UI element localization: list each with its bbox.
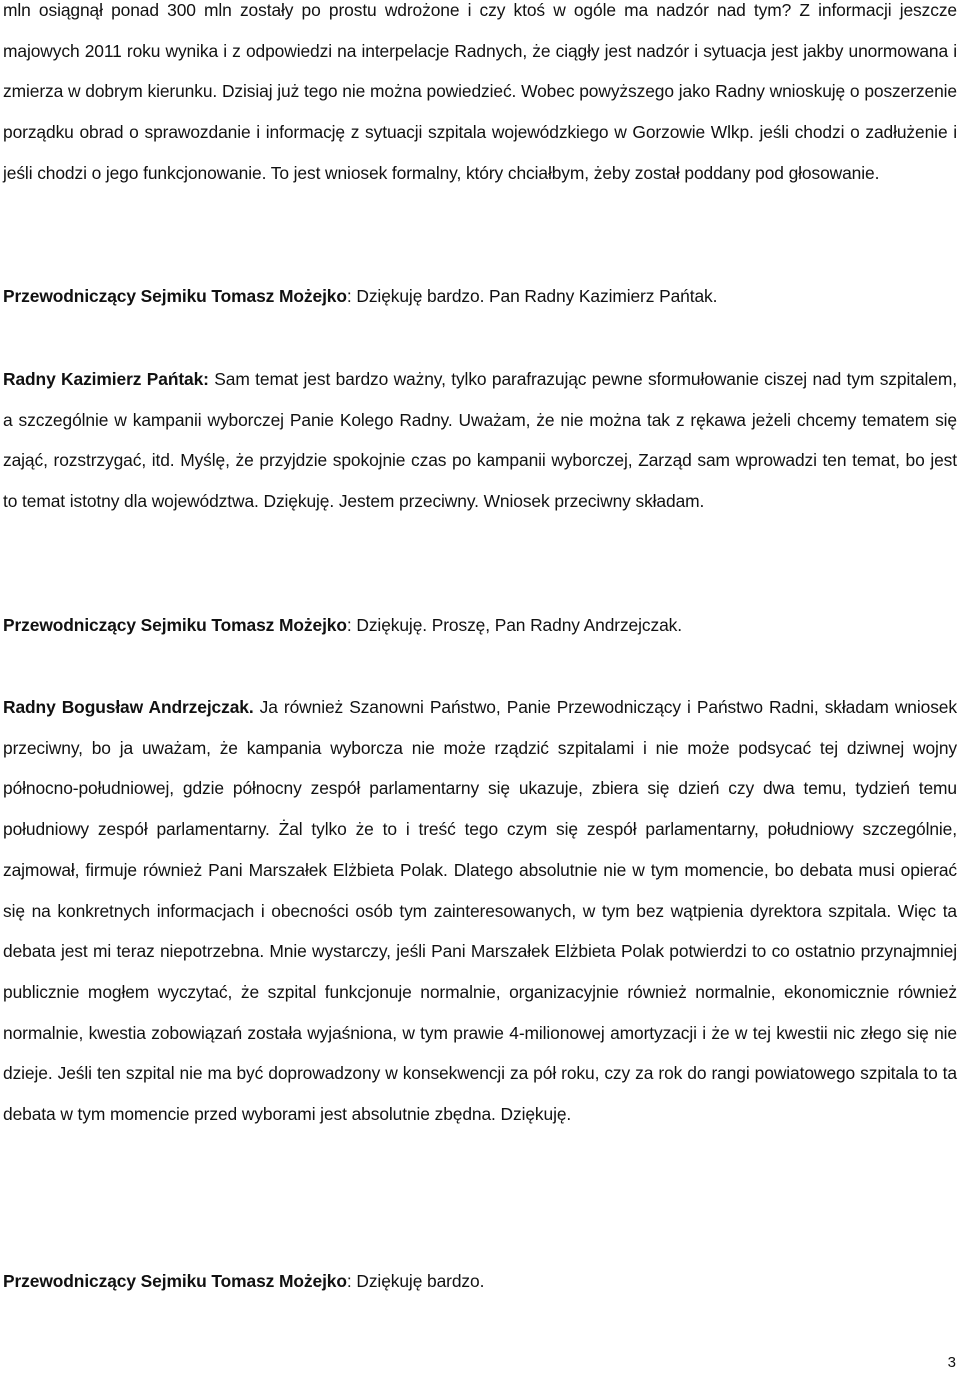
paragraph-text: mln osiągnął ponad 300 mln zostały po prostu wdrożone i czy ktoś w ogóle ma nadzór nad tym? Z informacji jeszcze majowych 2011 roku wynika i z odpowiedzi na interpelacje Radnych, że ciągły jest nadzór i sytuacja jest jakby unormowana i zmierza w dobrym kierunku. Dzisiaj już tego nie można powiedzieć. Wobec powyższego jako Radny wnioskuję o poszerzenie porządku obrad o sprawozdanie i informację z sytuacji szpitala wojewódzkiego w Gorzowie Wlkp. jeśli chodzi o zadłużenie i jeśli chodzi o jego funkcjonowanie. To jest wniosek formalny, który chciałbym, żeby został poddany pod głosowanie. xyxy=(3,0,957,183)
paragraph-chairman-2 xyxy=(3,605,957,646)
page-number: 3 xyxy=(947,1354,956,1371)
speaker-name: Przewodniczący Sejmiku Tomasz Możejko xyxy=(3,1271,347,1291)
paragraph-text: : Dziękuję. Proszę, Pan Radny Andrzejczak. xyxy=(346,615,682,635)
paragraph-continuation xyxy=(3,0,957,194)
speaker-name: Przewodniczący Sejmiku Tomasz Możejko xyxy=(3,615,347,635)
paragraph-pantak xyxy=(3,359,957,522)
paragraph-text: Sam temat jest bardzo ważny, tylko parafrazując pewne sformułowanie ciszej nad tym szpitalem, a szczególnie w kampanii wyborczej Panie Kolego Radny. Uważam, że nie można tak z rękawa jeżeli chcemy tematem się zająć, rozstrzygać, itd. Myślę, że przyjdzie spokojnie czas po kampanii wyborczej, Zarząd sam wprowadzi ten temat, bo jest to temat istotny dla województwa. Dziękuję. Jestem przeciwny. Wniosek przeciwny składam. xyxy=(3,369,957,512)
paragraph-chairman-3 xyxy=(3,1261,957,1302)
speaker-name: Radny Bogusław Andrzejczak. xyxy=(3,697,254,717)
paragraph-text: Ja również Szanowni Państwo, Panie Przewodniczący i Państwo Radni, składam wniosek przeciwny, bo ja uważam, że kampania wyborcza nie może rządzić szpitalami i nie może podsycać tej dziwnej wojny północno-południowej, gdzie północny zespół parlamentarny się ukazuje, zbiera się dzień czy dwa temu, tydzień temu południowy zespół parlamentarny. Żal tylko że to i treść tego czym się zespół parlamentarny, południowy szczególnie, zajmował, firmuje również Pani Marszałek Elżbieta Polak. Dlatego absolutnie nie w tym momencie, bo debata musi opierać się na konkretnych informacjach i obecności osób tym zainteresowanych, w tym bez wątpienia dyrektora szpitala. Więc ta debata jest mi teraz niepotrzebna. Mnie wystarczy, jeśli Pani Marszałek Elżbieta Polak potwierdzi to co ostatnio przynajmniej publicznie mogłem wyczytać, że szpital funkcjonuje normalnie, organizacyjnie również normalnie, ekonomicznie również normalnie, kwestia zobowiązań została wyjaśniona, w tym prawie 4-milionowej amortyzacji i że w tej kwestii nic złego się nie dzieje. Jeśli ten szpital nie ma być doprowadzony w konsekwencji za pół roku, czy za rok do rangi powiatowego szpitala to ta debata w tym momencie przed wyborami jest absolutnie zbędna. Dziękuję. xyxy=(3,697,957,1125)
paragraph-text: : Dziękuję bardzo. xyxy=(346,1271,485,1291)
paragraph-chairman-1 xyxy=(3,276,957,317)
speaker-name: Radny Kazimierz Pańtak: xyxy=(3,369,209,389)
paragraph-text: : Dziękuję bardzo. Pan Radny Kazimierz Pańtak. xyxy=(346,286,718,306)
paragraph-andrzejczak xyxy=(3,687,957,1135)
speaker-name: Przewodniczący Sejmiku Tomasz Możejko xyxy=(3,286,347,306)
